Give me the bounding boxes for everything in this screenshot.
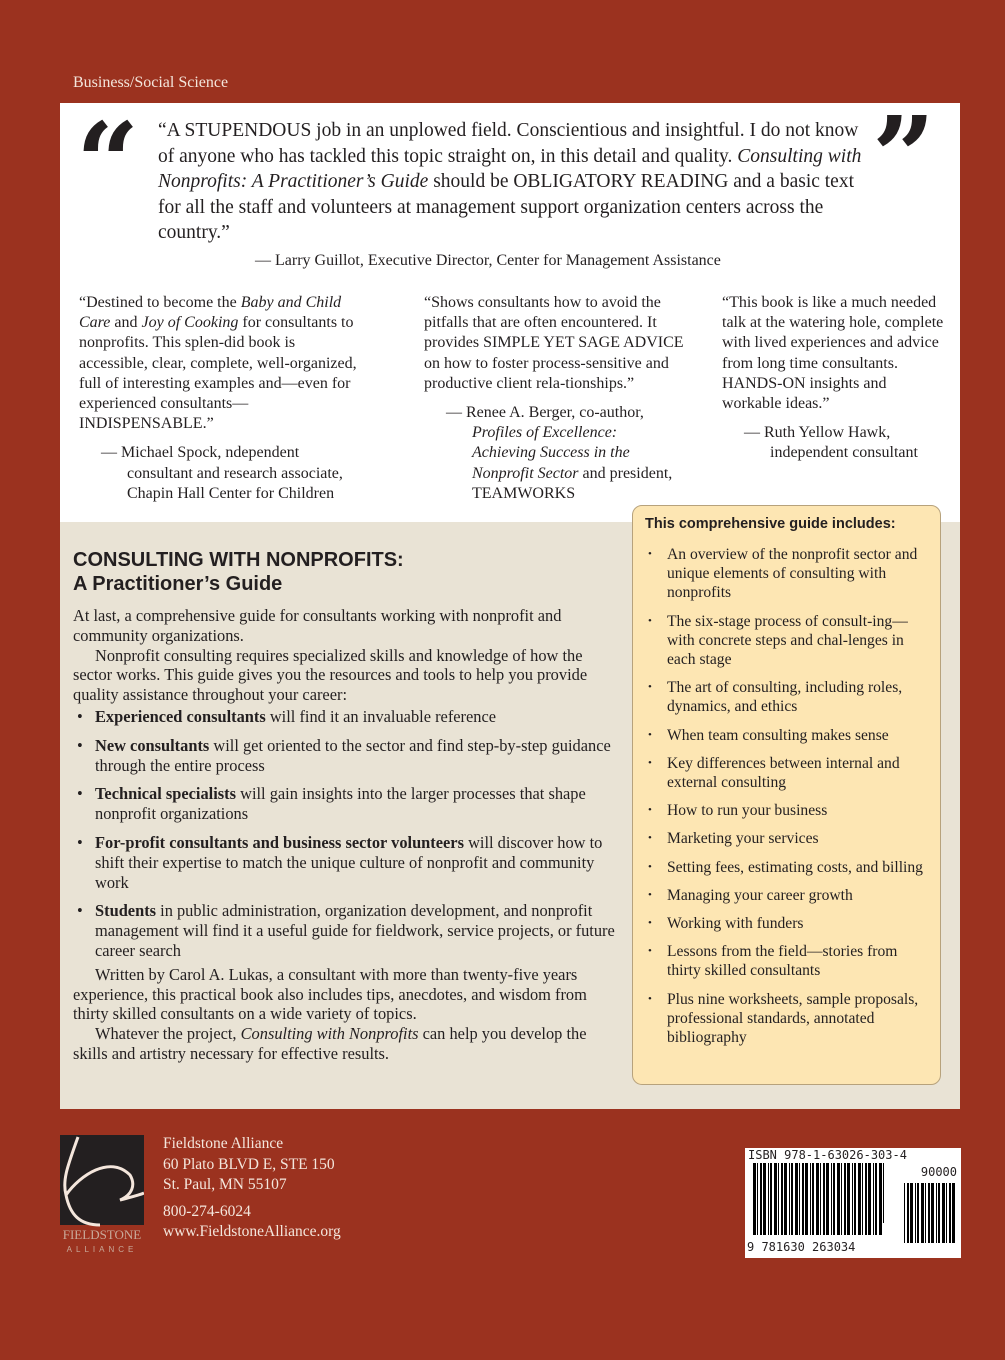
barcode-bar	[862, 1163, 863, 1235]
barcode-bar	[781, 1163, 783, 1235]
barcode-bar	[784, 1163, 787, 1235]
barcode-bar	[907, 1183, 909, 1243]
barcode-bar	[904, 1183, 905, 1243]
description-body: At last, a comprehensive guide for consultants working with nonprofit and community organizations. Nonprofit consulting requires specialized skills and knowledge of how the sector works. This guide gives you the resources and tools to help you provide quality assistance throughout your career: • Experienced consultants will find it an invaluable reference • New consultants will get oriented to the sector and find step-by-step guidance through the entire process • Technical specialists will gain insights into the larger processes that shape nonprofit organizations • For-profit consultants and business sector volunteers will discover how to shift their expertise to match the unique culture of nonprofit and community work • Students in public administration, organization development, and nonprofit management will find it a useful guide for fieldwork, service projects, or future career search Written by Carol A. Lukas, a consultant with more than twenty-five years experience, this practical book also includes tips, anecdotes, and wisdom from thirty skilled consultants on a wide variety of topics. Whatever the project, Consulting with Nonprofits can help you develop the skills and artistry necessary for effective results.	[73, 606, 618, 1064]
barcode-bar	[826, 1163, 829, 1235]
includes-item: • The art of consulting, including roles, dynamics, and ethics	[645, 678, 928, 716]
category-label: Business/Social Science	[73, 74, 229, 91]
barcode-bar	[875, 1163, 877, 1235]
barcode-bar	[868, 1163, 871, 1235]
barcode-bar	[854, 1163, 856, 1235]
barcode-bar	[774, 1163, 777, 1235]
publisher-info: Fieldstone Alliance 60 Plato BLVD E, STE 150 St. Paul, MN 55107 800-274-6024 www.FieldstoneAlliance.org	[163, 1134, 341, 1243]
barcode-bar	[791, 1163, 793, 1235]
audience-list	[73, 707, 618, 961]
barcode-bar	[810, 1163, 811, 1235]
barcode-bar	[763, 1163, 766, 1235]
review-2-attribution: — Renee A. Berger, co-author, Profiles of Excellence: Achieving Success in the Nonprofit Sector and president, TEAMWORKS	[446, 404, 673, 502]
barcode-bar	[910, 1183, 913, 1243]
barcode-bar	[952, 1183, 955, 1243]
includes-item: • Marketing your services	[645, 829, 928, 848]
barcode-bar	[879, 1163, 882, 1235]
open-quote-icon: “	[76, 98, 140, 227]
barcode-bars	[753, 1163, 958, 1243]
barcode-bar	[915, 1183, 916, 1243]
includes-item: • Working with funders	[645, 914, 928, 933]
barcode-bar	[757, 1163, 758, 1235]
barcode-bar	[799, 1163, 800, 1235]
barcode-bar	[816, 1163, 819, 1235]
barcode-bar	[938, 1183, 940, 1243]
book-title: CONSULTING WITH NONPROFITS: A Practitioner’s Guide	[73, 549, 404, 595]
barcode-bar	[942, 1183, 945, 1243]
audience-item: • Experienced consultants will find it an invaluable reference	[73, 707, 618, 727]
includes-title: This comprehensive guide includes:	[645, 516, 896, 532]
barcode-bar	[946, 1183, 947, 1243]
barcode-bar	[873, 1163, 874, 1235]
review-3: “This book is like a much needed talk at the watering hole, complete with lived experiences and advice from long time consultants. HANDS-ON insights and workable ideas.” — Ruth Yellow Hawk, independent consultant	[722, 293, 947, 464]
barcode-bar	[805, 1163, 808, 1235]
includes-item: • When team consulting makes sense	[645, 726, 928, 745]
audience-item: • For-profit consultants and business sector volunteers will discover how to shift their expertise to match the unique culture of nonprofit and community work	[73, 833, 618, 892]
includes-item: • The six-stage process of consult-ing—with concrete steps and chal-lenges in each stage	[645, 612, 928, 670]
barcode-bar	[883, 1163, 884, 1223]
includes-item: • How to run your business	[645, 801, 928, 820]
svg-text:ALLIANCE: ALLIANCE	[66, 1245, 138, 1254]
barcode-bar	[858, 1163, 861, 1235]
review-1: “Destined to become the Baby and Child Care and Joy of Cooking for consultants to nonprofits. This splen-did book is accessible, clear, complete, well-organized, full of interesting examples and—even for experienced consultants—INDISPENSABLE.” — Michael Spock, ndependent consultant and research associate, Chapin Hall Center for Children	[79, 293, 359, 504]
main-quote: “A STUPENDOUS job in an unplowed field. Conscientious and insightful. I do not know of anyone who has tackled this topic straight on, in this detail and quality. Consulting with Nonprofits: A Practitioner’s Guide should be OBLIGATORY READING and a basic text for all the staff and volunteers at management support organization centers across the country.”	[158, 120, 862, 243]
audience-item: • Technical specialists will gain insights into the larger processes that shape nonprofit organizations	[73, 784, 618, 824]
barcode-bar	[820, 1163, 821, 1235]
barcode-bar	[802, 1163, 804, 1235]
barcode-bar	[831, 1163, 832, 1235]
close-quote-icon: ”	[872, 92, 936, 221]
barcode-bar	[789, 1163, 790, 1235]
svg-text:FIELDSTONE: FIELDSTONE	[62, 1227, 142, 1242]
barcode-bar	[753, 1163, 756, 1235]
fieldstone-logo	[60, 1135, 144, 1254]
barcode-bar	[841, 1163, 842, 1235]
audience-item: • New consultants will get oriented to the sector and find step-by-step guidance through the entire process	[73, 736, 618, 776]
barcode-bar	[823, 1163, 825, 1235]
includes-item: • Setting fees, estimating costs, and billing	[645, 858, 928, 877]
main-quote-attribution: — Larry Guillot, Executive Director, Center for Management Assistance	[255, 252, 721, 269]
barcode-bar	[795, 1163, 798, 1235]
barcode-bar	[917, 1183, 919, 1243]
barcode-bar	[931, 1183, 934, 1243]
review-3-attribution: — Ruth Yellow Hawk, independent consultant	[744, 424, 918, 462]
includes-item: • Key differences between internal and external consulting	[645, 754, 928, 792]
barcode-bar	[865, 1163, 867, 1235]
includes-item: • An overview of the nonprofit sector and unique elements of consulting with nonprofits	[645, 545, 928, 603]
barcode-bar	[837, 1163, 840, 1235]
includes-item: • Plus nine worksheets, sample proposals, professional standards, annotated bibliography	[645, 990, 928, 1048]
barcode-bar	[778, 1163, 779, 1235]
barcode-bar	[925, 1183, 926, 1243]
barcode-bar	[936, 1183, 937, 1243]
includes-item: • Managing your career growth	[645, 886, 928, 905]
barcode-bar	[768, 1163, 769, 1235]
barcode-bar	[760, 1163, 762, 1235]
includes-item: • Lessons from the field—stories from thirty skilled consultants	[645, 942, 928, 980]
review-1-attribution: — Michael Spock, ndependent consultant and research associate, Chapin Hall Center for Children	[101, 444, 343, 502]
isbn-barcode: ISBN 978-1-63026-303-4 90000 9 781630 263034	[745, 1148, 961, 1258]
audience-item: • Students in public administration, organization development, and nonprofit management will find it a useful guide for fieldwork, service projects, or future career search	[73, 901, 618, 960]
barcode-bar	[852, 1163, 853, 1235]
barcode-bar	[921, 1183, 924, 1243]
barcode-bar	[770, 1163, 772, 1235]
includes-box	[632, 505, 941, 1085]
includes-list	[645, 545, 928, 1047]
publisher-website: www.FieldstoneAlliance.org	[163, 1223, 341, 1240]
review-2: “Shows consultants how to avoid the pitfalls that are often encountered. It provides SIMPLE YET SAGE ADVICE on how to foster process-sensitive and productive client rela-tionships.” — Renee A. Berger, co-author, Profiles of Excellence: Achieving Success in the Nonprofit Sector and president, TEAMWORKS	[424, 293, 684, 504]
barcode-bar	[844, 1163, 846, 1235]
barcode-bar	[847, 1163, 850, 1235]
barcode-bar	[812, 1163, 814, 1235]
barcode-bar	[928, 1183, 930, 1243]
barcode-bar	[949, 1183, 951, 1243]
barcode-bar	[833, 1163, 835, 1235]
